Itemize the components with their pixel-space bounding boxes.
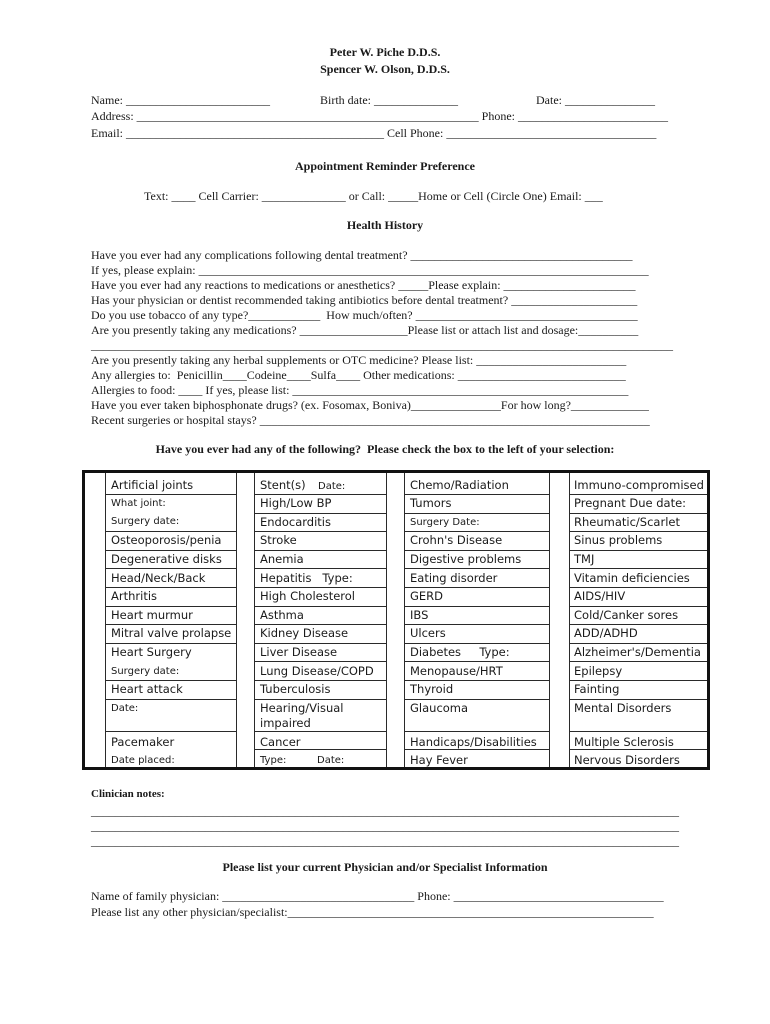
question-tobacco[interactable]: Do you use tobacco of any type?____________ How much/often? _____________________________________	[91, 308, 638, 322]
condition-glaucoma[interactable]: Glaucoma	[410, 701, 469, 715]
condition-tumor-surgery-date[interactable]: Surgery Date:	[410, 517, 480, 528]
question-medications-continued[interactable]: _________________________________________________________________________________________________	[91, 338, 673, 352]
condition-joint-surgery-date[interactable]: Surgery date:	[111, 516, 180, 527]
condition-blood-pressure[interactable]: High/Low BP	[260, 496, 332, 510]
address-phone-field[interactable]: Address: _________________________________________________________ Phone: _________________________	[91, 109, 668, 123]
condition-stroke[interactable]: Stroke	[260, 533, 297, 547]
condition-epilepsy[interactable]: Epilepsy	[574, 664, 623, 678]
condition-immuno-compromised[interactable]: Immuno-compromised	[574, 478, 704, 492]
condition-heart-surgery-date[interactable]: Surgery date:	[111, 666, 180, 677]
condition-cancer-date[interactable]: Date:	[317, 755, 345, 766]
practice-doctor-2: Spencer W. Olson, D.D.S.	[320, 62, 450, 76]
appointment-preference-field[interactable]: Text: ____ Cell Carrier: ______________ or Call: _____Home or Cell (Circle One) Email: ___	[144, 189, 603, 203]
condition-asthma[interactable]: Asthma	[260, 608, 304, 622]
question-medications[interactable]: Are you presently taking any medications? __________________Please list or attach list and dosage:__________	[91, 323, 639, 337]
condition-handicaps[interactable]: Handicaps/Disabilities	[410, 735, 537, 749]
condition-diabetes[interactable]: Diabetes Type:	[410, 645, 510, 659]
practice-doctor-1: Peter W. Piche D.D.S.	[329, 45, 441, 59]
condition-fainting[interactable]: Fainting	[574, 682, 620, 696]
condition-osteoporosis[interactable]: Osteoporosis/penia	[111, 533, 222, 547]
condition-digestive[interactable]: Digestive problems	[410, 552, 522, 566]
appointment-title: Appointment Reminder Preference	[295, 159, 475, 173]
physician-section-title: Please list your current Physician and/or Specialist Information	[222, 860, 548, 874]
clinician-notes-line-1[interactable]: __________________________________________________________________________________________________	[91, 804, 679, 818]
condition-hepatitis[interactable]: Hepatitis Type:	[260, 571, 353, 585]
condition-crohns[interactable]: Crohn's Disease	[410, 533, 503, 547]
condition-nervous-disorders[interactable]: Nervous Disorders	[574, 753, 680, 767]
condition-menopause[interactable]: Menopause/HRT	[410, 664, 503, 678]
condition-gerd[interactable]: GERD	[410, 589, 444, 603]
condition-anemia[interactable]: Anemia	[260, 552, 304, 566]
condition-heart-attack[interactable]: Heart attack	[111, 682, 183, 696]
question-biphosphonate[interactable]: Have you ever taken biphosphonate drugs? (ex. Fosomax, Boniva)_______________For how long?_____________	[91, 398, 649, 412]
condition-degenerative-disks[interactable]: Degenerative disks	[111, 552, 222, 566]
condition-mitral-valve[interactable]: Mitral valve prolapse	[111, 626, 232, 640]
clinician-notes-label: Clinician notes:	[91, 788, 165, 800]
condition-rheumatic[interactable]: Rheumatic/Scarlet	[574, 515, 680, 529]
condition-tuberculosis[interactable]: Tuberculosis	[260, 682, 331, 696]
question-complications[interactable]: Have you ever had any complications following dental treatment? _____________________________________	[91, 248, 633, 262]
condition-artificial-joints[interactable]: Artificial joints	[111, 478, 194, 492]
family-physician-field[interactable]: Name of family physician: ________________________________ Phone: ___________________________________	[91, 889, 664, 903]
condition-multiple-sclerosis[interactable]: Multiple Sclerosis	[574, 735, 674, 749]
checklist-title: Have you ever had any of the following? Please check the box to the left of your selection:	[155, 442, 615, 456]
condition-mental-disorders[interactable]: Mental Disorders	[574, 701, 672, 715]
condition-what-joint[interactable]: What joint:	[111, 498, 166, 509]
condition-heart-surgery[interactable]: Heart Surgery	[111, 645, 192, 659]
name-field[interactable]: Name: ________________________	[91, 93, 270, 107]
condition-cold-canker[interactable]: Cold/Canker sores	[574, 608, 679, 622]
question-reactions[interactable]: Have you ever had any reactions to medications or anesthetics? _____Please explain: ______________________	[91, 278, 636, 292]
condition-sinus[interactable]: Sinus problems	[574, 533, 663, 547]
email-cellphone-field[interactable]: Email: ___________________________________________ Cell Phone: ___________________________________	[91, 126, 657, 140]
condition-lung-disease[interactable]: Lung Disease/COPD	[260, 664, 374, 678]
question-food-allergies[interactable]: Allergies to food: ____ If yes, please list: ________________________________________________________	[91, 383, 629, 397]
condition-checklist-table	[82, 470, 710, 770]
birth-date-field[interactable]: Birth date: ______________	[320, 93, 458, 107]
question-antibiotics[interactable]: Has your physician or dentist recommended taking antibiotics before dental treatment? _____________________	[91, 293, 638, 307]
question-herbal[interactable]: Are you presently taking any herbal supplements or OTC medicine? Please list: _________________________	[91, 353, 627, 367]
condition-endocarditis[interactable]: Endocarditis	[260, 515, 331, 529]
condition-tumors[interactable]: Tumors	[410, 496, 452, 510]
condition-hay-fever[interactable]: Hay Fever	[410, 753, 468, 767]
question-surgeries[interactable]: Recent surgeries or hospital stays? _________________________________________________________________	[91, 413, 650, 427]
condition-pregnant[interactable]: Pregnant Due date:	[574, 496, 687, 510]
condition-hearing-visual[interactable]: Hearing/Visual impaired	[260, 701, 344, 730]
condition-alzheimers[interactable]: Alzheimer's/Dementia	[574, 645, 701, 659]
condition-ibs[interactable]: IBS	[410, 608, 429, 622]
condition-high-cholesterol[interactable]: High Cholesterol	[260, 589, 355, 603]
condition-tmj[interactable]: TMJ	[574, 552, 595, 566]
condition-add-adhd[interactable]: ADD/ADHD	[574, 626, 638, 640]
condition-aids-hiv[interactable]: AIDS/HIV	[574, 589, 626, 603]
question-explain[interactable]: If yes, please explain: ___________________________________________________________________________	[91, 263, 649, 277]
condition-arthritis[interactable]: Arthritis	[111, 589, 158, 603]
condition-head-neck-back[interactable]: Head/Neck/Back	[111, 571, 206, 585]
condition-vitamin-deficiencies[interactable]: Vitamin deficiencies	[574, 571, 690, 585]
date-field[interactable]: Date: _______________	[536, 93, 655, 107]
condition-heart-murmur[interactable]: Heart murmur	[111, 608, 193, 622]
other-physician-field[interactable]: Please list any other physician/specialist:_____________________________________________________________	[91, 905, 654, 919]
condition-liver-disease[interactable]: Liver Disease	[260, 645, 338, 659]
condition-thyroid[interactable]: Thyroid	[410, 682, 454, 696]
condition-kidney-disease[interactable]: Kidney Disease	[260, 626, 349, 640]
clinician-notes-line-2[interactable]: __________________________________________________________________________________________________	[91, 819, 679, 833]
condition-heart-attack-date[interactable]: Date:	[111, 703, 139, 714]
question-allergies[interactable]: Any allergies to: Penicillin____Codeine____Sulfa____ Other medications: ____________________________	[91, 368, 626, 382]
condition-pacemaker[interactable]: Pacemaker	[111, 735, 175, 749]
condition-eating-disorder[interactable]: Eating disorder	[410, 571, 498, 585]
health-history-title: Health History	[346, 218, 424, 232]
clinician-notes-line-3[interactable]: __________________________________________________________________________________________________	[91, 834, 679, 848]
condition-ulcers[interactable]: Ulcers	[410, 626, 446, 640]
condition-cancer[interactable]: Cancer	[260, 735, 301, 749]
condition-chemo-radiation[interactable]: Chemo/Radiation	[410, 478, 509, 492]
condition-stents-date[interactable]: Date:	[318, 481, 346, 492]
condition-stents[interactable]: Stent(s)	[260, 478, 306, 492]
condition-pacemaker-date[interactable]: Date placed:	[111, 755, 175, 766]
condition-cancer-type[interactable]: Type:	[260, 755, 287, 766]
